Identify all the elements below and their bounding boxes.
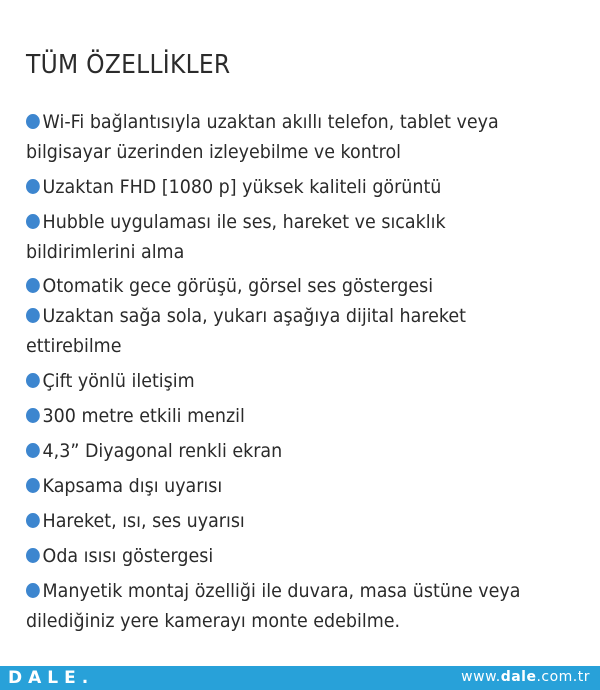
- bullet-icon: [26, 308, 40, 323]
- site-brand: dale: [500, 669, 537, 685]
- bullet-icon: [26, 373, 40, 388]
- feature-text: Oda ısısı göstergesi: [42, 545, 214, 567]
- feature-text: Manyetik montaj özelliği ile duvara, masa üstüne veya: [42, 580, 521, 602]
- bullet-icon: [26, 278, 40, 293]
- feature-item: [26, 541, 550, 571]
- bullet-icon: [26, 179, 40, 194]
- feature-item: [26, 366, 550, 396]
- feature-item: [26, 301, 550, 361]
- bullet-icon: [26, 478, 40, 493]
- feature-text: Çift yönlü iletişim: [42, 370, 195, 392]
- feature-text: bildirimlerini alma: [26, 241, 185, 263]
- feature-item: [26, 471, 550, 501]
- website-link[interactable]: [461, 669, 590, 685]
- feature-text: Uzaktan FHD [1080 p] yüksek kaliteli görüntü: [42, 176, 442, 198]
- feature-text: ettirebilme: [26, 335, 122, 357]
- footer-bar: [0, 666, 600, 690]
- feature-item: [26, 401, 550, 431]
- feature-item: [26, 576, 550, 636]
- feature-text: Uzaktan sağa sola, yukarı aşağıya dijital hareket: [42, 305, 466, 327]
- feature-item: [26, 271, 550, 301]
- feature-item: [26, 436, 550, 466]
- feature-text: 300 metre etkili menzil: [42, 405, 245, 427]
- bullet-icon: [26, 114, 40, 129]
- feature-item: [26, 506, 550, 536]
- feature-text: bilgisayar üzerinden izleyebilme ve kontrol: [26, 141, 402, 163]
- feature-text: Kapsama dışı uyarısı: [42, 475, 223, 497]
- feature-text: Otomatik gece görüşü, görsel ses göstergesi: [42, 275, 434, 297]
- bullet-icon: [26, 408, 40, 423]
- feature-item: [26, 207, 550, 267]
- site-prefix: www.: [461, 669, 501, 685]
- bullet-icon: [26, 548, 40, 563]
- feature-text: 4,3” Diyagonal renkli ekran: [42, 440, 283, 462]
- feature-list: [26, 107, 596, 641]
- feature-item: [26, 107, 550, 167]
- bullet-icon: [26, 443, 40, 458]
- feature-text: dilediğiniz yere kamerayı monte edebilme.: [26, 610, 401, 632]
- feature-item: [26, 172, 550, 202]
- brand-logo: DALE.: [8, 668, 95, 688]
- bullet-icon: [26, 583, 40, 598]
- feature-text: Hubble uygulaması ile ses, hareket ve sıcaklık: [42, 211, 446, 233]
- feature-text: Wi-Fi bağlantısıyla uzaktan akıllı telefon, tablet veya: [42, 111, 499, 133]
- bullet-icon: [26, 214, 40, 229]
- page-title: TÜM ÖZELLİKLER: [26, 50, 231, 80]
- site-suffix: .com.tr: [536, 669, 590, 685]
- bullet-icon: [26, 513, 40, 528]
- feature-text: Hareket, ısı, ses uyarısı: [42, 510, 245, 532]
